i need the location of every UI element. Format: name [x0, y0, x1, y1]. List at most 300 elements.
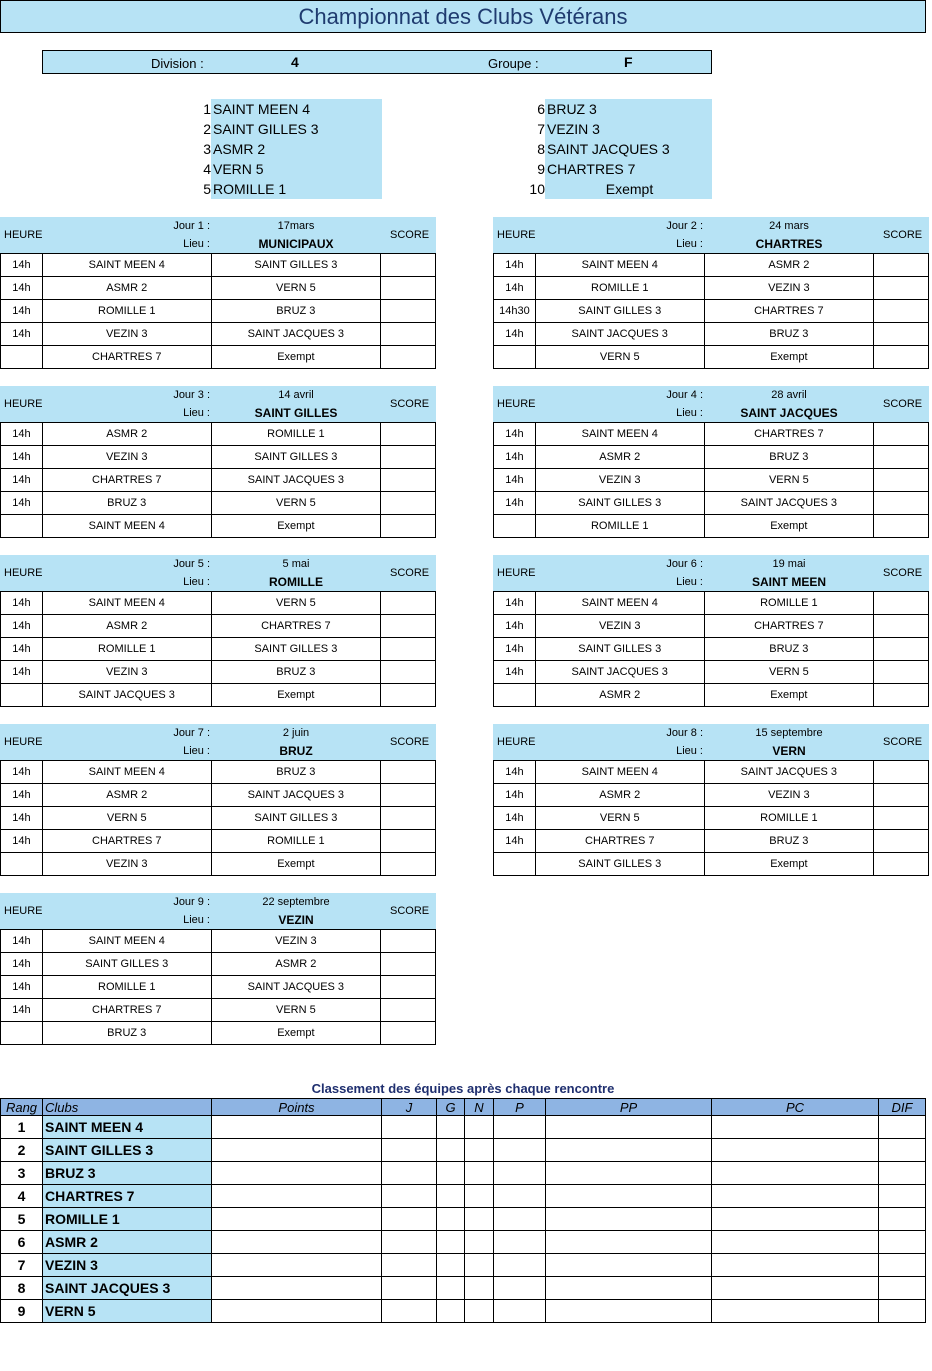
- score-cell[interactable]: [874, 254, 929, 277]
- home-team: ROMILLE 1: [535, 515, 704, 538]
- day-header: [0, 386, 436, 422]
- team-name: BRUZ 3: [545, 99, 712, 119]
- match-table: [493, 253, 929, 369]
- score-cell[interactable]: [874, 492, 929, 515]
- score-cell[interactable]: [874, 446, 929, 469]
- rank-points-cell[interactable]: [212, 1162, 382, 1185]
- match-time: 14h: [494, 423, 536, 446]
- ranking-row: [1, 1277, 926, 1300]
- rank-pc-cell[interactable]: [712, 1185, 879, 1208]
- score-cell[interactable]: [381, 300, 436, 323]
- match-date: 19 mai: [772, 558, 806, 570]
- rank-dif-cell[interactable]: [879, 1208, 926, 1231]
- rank-pp-cell[interactable]: [546, 1277, 712, 1300]
- match-row: [494, 492, 929, 515]
- match-date: 14 avril: [278, 389, 314, 401]
- away-team: ROMILLE 1: [704, 807, 874, 830]
- jour-label: Jour 7 :: [173, 727, 210, 739]
- home-team: VEZIN 3: [535, 615, 704, 638]
- score-cell[interactable]: [381, 346, 436, 369]
- rank-club: CHARTRES 7: [43, 1185, 212, 1208]
- rank-dif-cell[interactable]: [879, 1162, 926, 1185]
- match-venue: SAINT GILLES: [254, 406, 338, 420]
- jour-label: Jour 2 :: [666, 220, 703, 232]
- rank-j-cell[interactable]: [382, 1116, 437, 1139]
- rank-dif-cell[interactable]: [879, 1254, 926, 1277]
- match-time: 14h: [1, 999, 43, 1022]
- away-team: SAINT JACQUES 3: [211, 784, 381, 807]
- score-cell[interactable]: [381, 592, 436, 615]
- ranking-row: [1, 1162, 926, 1185]
- match-row: [494, 684, 929, 707]
- away-team: SAINT GILLES 3: [211, 446, 381, 469]
- home-team: SAINT MEEN 4: [42, 930, 211, 953]
- match-time: 14h: [494, 469, 536, 492]
- rank-points-cell[interactable]: [212, 1139, 382, 1162]
- rank-p-cell[interactable]: [494, 1139, 546, 1162]
- heure-label: HEURE: [4, 567, 43, 579]
- away-team: Exempt: [211, 853, 381, 876]
- team-number: 2: [203, 121, 211, 137]
- team-number: 5: [203, 181, 211, 197]
- away-team: VERN 5: [704, 469, 874, 492]
- home-team: VEZIN 3: [535, 469, 704, 492]
- rank-pp-cell[interactable]: [546, 1254, 712, 1277]
- rank-pc-cell[interactable]: [712, 1231, 879, 1254]
- score-cell[interactable]: [381, 930, 436, 953]
- match-venue: SAINT JACQUES: [740, 406, 838, 420]
- match-date: 2 juin: [282, 727, 310, 739]
- score-label: SCORE: [390, 905, 430, 917]
- rank-j-cell[interactable]: [382, 1231, 437, 1254]
- match-venue: ROMILLE: [269, 575, 323, 589]
- rank-n-cell[interactable]: [465, 1162, 494, 1185]
- match-row: [1, 830, 436, 853]
- score-cell[interactable]: [874, 615, 929, 638]
- rank-g-cell[interactable]: [437, 1277, 465, 1300]
- match-time: 14h: [1, 615, 43, 638]
- rank-pp-cell[interactable]: [546, 1185, 712, 1208]
- match-time: 14h: [1, 661, 43, 684]
- score-label: SCORE: [390, 567, 430, 579]
- rank-dif-cell[interactable]: [879, 1139, 926, 1162]
- home-team: SAINT GILLES 3: [42, 953, 211, 976]
- score-cell[interactable]: [381, 515, 436, 538]
- away-team: SAINT JACQUES 3: [211, 469, 381, 492]
- team-number: 1: [203, 101, 211, 117]
- rank-pp-cell[interactable]: [546, 1116, 712, 1139]
- ranking-table: [0, 1098, 926, 1323]
- match-date: 22 septembre: [262, 896, 330, 908]
- rank-n-cell[interactable]: [465, 1208, 494, 1231]
- match-time: 14h: [1, 469, 43, 492]
- score-cell[interactable]: [381, 661, 436, 684]
- ranking-header-j: J: [382, 1099, 437, 1116]
- score-cell[interactable]: [381, 807, 436, 830]
- rank-g-cell[interactable]: [437, 1116, 465, 1139]
- rank-dif-cell[interactable]: [879, 1277, 926, 1300]
- rank-position: 9: [1, 1300, 43, 1323]
- match-time: 14h: [1, 423, 43, 446]
- score-cell[interactable]: [381, 784, 436, 807]
- score-cell[interactable]: [381, 999, 436, 1022]
- match-time: 14h: [494, 592, 536, 615]
- match-table: [0, 591, 436, 707]
- rank-j-cell[interactable]: [382, 1162, 437, 1185]
- rank-pc-cell[interactable]: [712, 1116, 879, 1139]
- page-title: Championnat des Clubs Vétérans: [0, 0, 926, 33]
- home-team: SAINT MEEN 4: [535, 592, 704, 615]
- rank-n-cell[interactable]: [465, 1116, 494, 1139]
- rank-pp-cell[interactable]: [546, 1139, 712, 1162]
- rank-n-cell[interactable]: [465, 1231, 494, 1254]
- rank-j-cell[interactable]: [382, 1185, 437, 1208]
- match-time: [1, 1022, 43, 1045]
- score-cell[interactable]: [381, 638, 436, 661]
- away-team: VERN 5: [211, 592, 381, 615]
- match-row: [494, 423, 929, 446]
- match-row: [494, 592, 929, 615]
- match-row: [1, 469, 436, 492]
- score-cell[interactable]: [381, 323, 436, 346]
- rank-pc-cell[interactable]: [712, 1254, 879, 1277]
- lieu-label: Lieu :: [183, 576, 210, 588]
- match-row: [494, 807, 929, 830]
- jour-label: Jour 8 :: [666, 727, 703, 739]
- match-row: [494, 254, 929, 277]
- score-cell[interactable]: [874, 853, 929, 876]
- match-venue: VEZIN: [278, 913, 314, 927]
- away-team: ASMR 2: [211, 953, 381, 976]
- match-time: [494, 684, 536, 707]
- team-name: SAINT GILLES 3: [211, 119, 382, 139]
- rank-points-cell[interactable]: [212, 1277, 382, 1300]
- match-row: [494, 469, 929, 492]
- match-venue: SAINT MEEN: [751, 575, 826, 589]
- score-cell[interactable]: [381, 761, 436, 784]
- score-cell[interactable]: [874, 346, 929, 369]
- team-name: Exempt: [545, 179, 712, 199]
- score-cell[interactable]: [381, 469, 436, 492]
- match-time: 14h: [1, 976, 43, 999]
- match-row: [494, 323, 929, 346]
- ranking-header-rang: Rang: [1, 1099, 43, 1116]
- score-cell[interactable]: [874, 323, 929, 346]
- ranking-row: [1, 1300, 926, 1323]
- day-block-3: [0, 386, 436, 538]
- rank-n-cell[interactable]: [465, 1277, 494, 1300]
- home-team: ROMILLE 1: [42, 638, 211, 661]
- score-cell[interactable]: [381, 853, 436, 876]
- match-time: [1, 853, 43, 876]
- score-cell[interactable]: [381, 423, 436, 446]
- rank-points-cell[interactable]: [212, 1208, 382, 1231]
- match-time: 14h: [494, 784, 536, 807]
- home-team: ASMR 2: [42, 615, 211, 638]
- away-team: Exempt: [211, 515, 381, 538]
- away-team: Exempt: [704, 346, 874, 369]
- match-venue: VERN: [772, 744, 806, 758]
- home-team: SAINT MEEN 4: [42, 515, 211, 538]
- match-row: [1, 684, 436, 707]
- score-cell[interactable]: [381, 492, 436, 515]
- rank-pc-cell[interactable]: [712, 1208, 879, 1231]
- team-name: ASMR 2: [211, 139, 382, 159]
- match-table: [0, 760, 436, 876]
- rank-pp-cell[interactable]: [546, 1231, 712, 1254]
- home-team: SAINT JACQUES 3: [535, 323, 704, 346]
- rank-position: 6: [1, 1231, 43, 1254]
- match-time: 14h: [494, 323, 536, 346]
- score-cell[interactable]: [874, 515, 929, 538]
- score-cell[interactable]: [874, 592, 929, 615]
- match-row: [1, 761, 436, 784]
- match-time: 14h: [494, 830, 536, 853]
- match-table: [0, 253, 436, 369]
- jour-label: Jour 6 :: [666, 558, 703, 570]
- rank-g-cell[interactable]: [437, 1254, 465, 1277]
- match-row: [1, 277, 436, 300]
- home-team: SAINT JACQUES 3: [535, 661, 704, 684]
- rank-position: 8: [1, 1277, 43, 1300]
- team-number: 3: [203, 141, 211, 157]
- score-cell[interactable]: [381, 1022, 436, 1045]
- jour-label: Jour 3 :: [173, 389, 210, 401]
- match-time: 14h: [494, 661, 536, 684]
- home-team: ASMR 2: [535, 446, 704, 469]
- heure-label: HEURE: [4, 736, 43, 748]
- rank-j-cell[interactable]: [382, 1208, 437, 1231]
- away-team: Exempt: [704, 684, 874, 707]
- ranking-row: [1, 1139, 926, 1162]
- rank-pp-cell[interactable]: [546, 1300, 712, 1323]
- score-cell[interactable]: [874, 638, 929, 661]
- rank-j-cell[interactable]: [382, 1277, 437, 1300]
- rank-points-cell[interactable]: [212, 1185, 382, 1208]
- home-team: ASMR 2: [42, 784, 211, 807]
- rank-n-cell[interactable]: [465, 1185, 494, 1208]
- ranking-row: [1, 1185, 926, 1208]
- rank-dif-cell[interactable]: [879, 1231, 926, 1254]
- group-value: F: [624, 54, 633, 70]
- home-team: CHARTRES 7: [535, 830, 704, 853]
- match-row: [494, 638, 929, 661]
- home-team: VEZIN 3: [42, 853, 211, 876]
- ranking-row: [1, 1254, 926, 1277]
- rank-points-cell[interactable]: [212, 1231, 382, 1254]
- away-team: BRUZ 3: [704, 830, 874, 853]
- match-row: [494, 615, 929, 638]
- day-header: [0, 724, 436, 760]
- team-name: SAINT MEEN 4: [211, 99, 382, 119]
- rank-p-cell[interactable]: [494, 1254, 546, 1277]
- away-team: SAINT JACQUES 3: [211, 323, 381, 346]
- match-table: [493, 422, 929, 538]
- team-name: ROMILLE 1: [211, 179, 382, 199]
- rank-j-cell[interactable]: [382, 1139, 437, 1162]
- rank-p-cell[interactable]: [494, 1185, 546, 1208]
- rank-p-cell[interactable]: [494, 1162, 546, 1185]
- rank-pc-cell[interactable]: [712, 1277, 879, 1300]
- match-time: 14h: [1, 830, 43, 853]
- match-time: 14h30: [494, 300, 536, 323]
- heure-label: HEURE: [4, 398, 43, 410]
- ranking-header-pp: PP: [546, 1099, 712, 1116]
- away-team: Exempt: [211, 684, 381, 707]
- score-cell[interactable]: [874, 469, 929, 492]
- rank-g-cell[interactable]: [437, 1208, 465, 1231]
- rank-j-cell[interactable]: [382, 1300, 437, 1323]
- team-name: CHARTRES 7: [545, 159, 712, 179]
- rank-p-cell[interactable]: [494, 1231, 546, 1254]
- away-team: Exempt: [211, 1022, 381, 1045]
- day-header: [0, 217, 436, 253]
- rank-pc-cell[interactable]: [712, 1162, 879, 1185]
- match-date: 15 septembre: [755, 727, 823, 739]
- score-cell[interactable]: [874, 277, 929, 300]
- match-row: [1, 492, 436, 515]
- score-cell[interactable]: [874, 784, 929, 807]
- home-team: BRUZ 3: [42, 1022, 211, 1045]
- rank-pp-cell[interactable]: [546, 1162, 712, 1185]
- rank-club: VEZIN 3: [43, 1254, 212, 1277]
- rank-points-cell[interactable]: [212, 1300, 382, 1323]
- rank-g-cell[interactable]: [437, 1231, 465, 1254]
- ranking-header-dif: DIF: [879, 1099, 926, 1116]
- rank-g-cell[interactable]: [437, 1300, 465, 1323]
- match-row: [1, 1022, 436, 1045]
- rank-dif-cell[interactable]: [879, 1116, 926, 1139]
- home-team: ASMR 2: [535, 684, 704, 707]
- match-row: [494, 853, 929, 876]
- group-label: Groupe :: [488, 56, 539, 71]
- day-block-9: [0, 893, 436, 1045]
- rank-n-cell[interactable]: [465, 1300, 494, 1323]
- home-team: CHARTRES 7: [42, 469, 211, 492]
- match-time: 14h: [1, 277, 43, 300]
- match-time: 14h: [1, 784, 43, 807]
- match-row: [1, 999, 436, 1022]
- match-venue: MUNICIPAUX: [258, 237, 334, 251]
- match-row: [494, 830, 929, 853]
- rank-j-cell[interactable]: [382, 1254, 437, 1277]
- away-team: VEZIN 3: [211, 930, 381, 953]
- match-row: [1, 423, 436, 446]
- lieu-label: Lieu :: [676, 576, 703, 588]
- match-time: 14h: [1, 323, 43, 346]
- score-cell[interactable]: [381, 976, 436, 999]
- away-team: BRUZ 3: [704, 638, 874, 661]
- match-row: [1, 300, 436, 323]
- match-date: 24 mars: [769, 220, 809, 232]
- rank-dif-cell[interactable]: [879, 1300, 926, 1323]
- rank-pp-cell[interactable]: [546, 1208, 712, 1231]
- match-time: 14h: [1, 300, 43, 323]
- score-cell[interactable]: [874, 661, 929, 684]
- day-block-4: [493, 386, 929, 538]
- away-team: ROMILLE 1: [211, 830, 381, 853]
- jour-label: Jour 5 :: [173, 558, 210, 570]
- team-number: 8: [537, 141, 545, 157]
- home-team: ASMR 2: [42, 277, 211, 300]
- match-row: [1, 446, 436, 469]
- rank-g-cell[interactable]: [437, 1185, 465, 1208]
- rank-g-cell[interactable]: [437, 1139, 465, 1162]
- match-row: [494, 661, 929, 684]
- rank-points-cell[interactable]: [212, 1116, 382, 1139]
- team-number: 9: [537, 161, 545, 177]
- score-cell[interactable]: [381, 953, 436, 976]
- rank-club: SAINT GILLES 3: [43, 1139, 212, 1162]
- score-label: SCORE: [390, 398, 430, 410]
- day-block-8: [493, 724, 929, 876]
- home-team: SAINT GILLES 3: [535, 638, 704, 661]
- rank-dif-cell[interactable]: [879, 1185, 926, 1208]
- score-cell[interactable]: [874, 807, 929, 830]
- match-row: [1, 661, 436, 684]
- score-cell[interactable]: [381, 684, 436, 707]
- home-team: SAINT MEEN 4: [535, 761, 704, 784]
- away-team: VEZIN 3: [704, 277, 874, 300]
- heure-label: HEURE: [497, 229, 536, 241]
- match-time: 14h: [1, 592, 43, 615]
- rank-p-cell[interactable]: [494, 1300, 546, 1323]
- match-time: 14h: [494, 446, 536, 469]
- day-block-2: [493, 217, 929, 369]
- score-cell[interactable]: [381, 615, 436, 638]
- rank-p-cell[interactable]: [494, 1208, 546, 1231]
- away-team: SAINT JACQUES 3: [704, 492, 874, 515]
- rank-position: 2: [1, 1139, 43, 1162]
- rank-p-cell[interactable]: [494, 1277, 546, 1300]
- home-team: SAINT JACQUES 3: [42, 684, 211, 707]
- team-number: 4: [203, 161, 211, 177]
- rank-n-cell[interactable]: [465, 1139, 494, 1162]
- score-cell[interactable]: [381, 830, 436, 853]
- rank-position: 7: [1, 1254, 43, 1277]
- away-team: VERN 5: [704, 661, 874, 684]
- heure-label: HEURE: [4, 229, 43, 241]
- home-team: SAINT MEEN 4: [42, 254, 211, 277]
- rank-club: ROMILLE 1: [43, 1208, 212, 1231]
- match-row: [1, 953, 436, 976]
- score-cell[interactable]: [381, 446, 436, 469]
- score-cell[interactable]: [874, 423, 929, 446]
- rank-points-cell[interactable]: [212, 1254, 382, 1277]
- score-cell[interactable]: [381, 254, 436, 277]
- score-label: SCORE: [883, 567, 923, 579]
- day-header: [0, 555, 436, 591]
- rank-pc-cell[interactable]: [712, 1139, 879, 1162]
- score-cell[interactable]: [381, 277, 436, 300]
- day-header: [0, 893, 436, 929]
- score-cell[interactable]: [874, 761, 929, 784]
- rank-n-cell[interactable]: [465, 1254, 494, 1277]
- heure-label: HEURE: [4, 905, 43, 917]
- division-value: 4: [291, 54, 299, 70]
- rank-g-cell[interactable]: [437, 1162, 465, 1185]
- score-cell[interactable]: [874, 830, 929, 853]
- away-team: SAINT JACQUES 3: [211, 976, 381, 999]
- jour-label: Jour 1 :: [173, 220, 210, 232]
- lieu-label: Lieu :: [183, 407, 210, 419]
- home-team: SAINT GILLES 3: [535, 492, 704, 515]
- lieu-label: Lieu :: [183, 238, 210, 250]
- score-cell[interactable]: [874, 684, 929, 707]
- score-cell[interactable]: [874, 300, 929, 323]
- rank-p-cell[interactable]: [494, 1116, 546, 1139]
- rank-pc-cell[interactable]: [712, 1300, 879, 1323]
